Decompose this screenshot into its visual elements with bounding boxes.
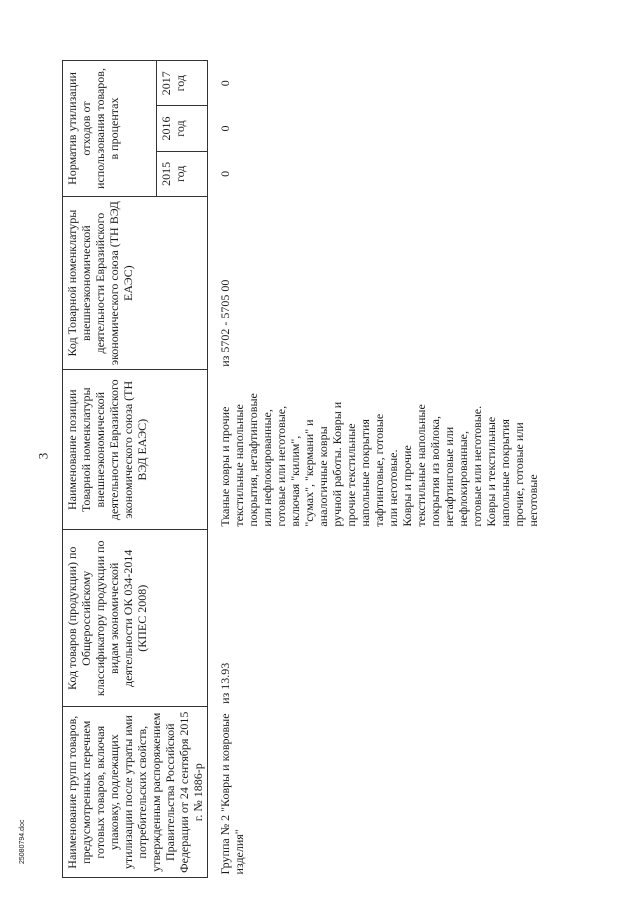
header-okpd-code: Код товаров (продукции) по Общероссийскому классификатору продукции по видам экономической деятельности ОК 034-2014 (КПЕС 2008): [63, 530, 208, 707]
cell-value-2015: 0: [218, 170, 232, 177]
cell-tnved-name: Тканые ковры и прочие текстильные напольные покрытия, нетафтинговые или нефлокированные, готовые или неготовые, включая "килим", "сумах", "кермани" и аналогичные ковры ручной работы. Ковры и прочие текстильные напольные покрытия тафтинговые, готовые или неготовые. Ковры и прочие текстильные напольные покрытия из войлока, нетафтинговые или нефлокированные, готовые или неготовые. Ковры и текстильные напольные покрытия прочие, готовые или неготовые: [218, 393, 540, 527]
rotated-table-container: [62, 60, 572, 878]
header-year-2016: 2016 год: [157, 106, 208, 151]
table-header: [63, 61, 208, 878]
cell-value-2016: 0: [218, 125, 232, 132]
cell-group-name: Группа № 2 "Ковры и ковровые изделия": [218, 713, 246, 875]
header-group-name: Наименование групп товаров, предусмотренных перечнем готовых товаров, включая упаковку, подлежащих утилизации после утраты ими потребительских свойств, утвержденным распоряжением Правительства Российской Федерации от 24 сентября 2015 г. № 1886-р: [63, 707, 208, 878]
footer-file-code: 25080794.doc: [19, 819, 26, 864]
header-norm: Норматив утилизации отходов от использования товаров, в процентах: [63, 61, 157, 197]
cell-tnved-code: из 5702 - 5705 00: [218, 279, 232, 367]
norms-table: [62, 60, 542, 878]
header-tnved-code: Код Товарной номенклатуры внешнеэкономической деятельности Евразийского экономического союза (ТН ВЭД ЕАЭС): [63, 197, 208, 370]
cell-value-2017: 0: [218, 80, 232, 87]
table-row: [208, 61, 543, 878]
header-tnved-name: Наименование позиции Товарной номенклатуры внешнеэкономической деятельности Евразийского экономического союза (ТН ВЭД ЕАЭС): [63, 370, 208, 530]
header-year-2017: 2017 год: [157, 61, 208, 106]
cell-okpd-code: из 13.93: [218, 662, 232, 704]
header-year-2015: 2015 год: [157, 151, 208, 196]
page-number: 3: [35, 452, 51, 460]
